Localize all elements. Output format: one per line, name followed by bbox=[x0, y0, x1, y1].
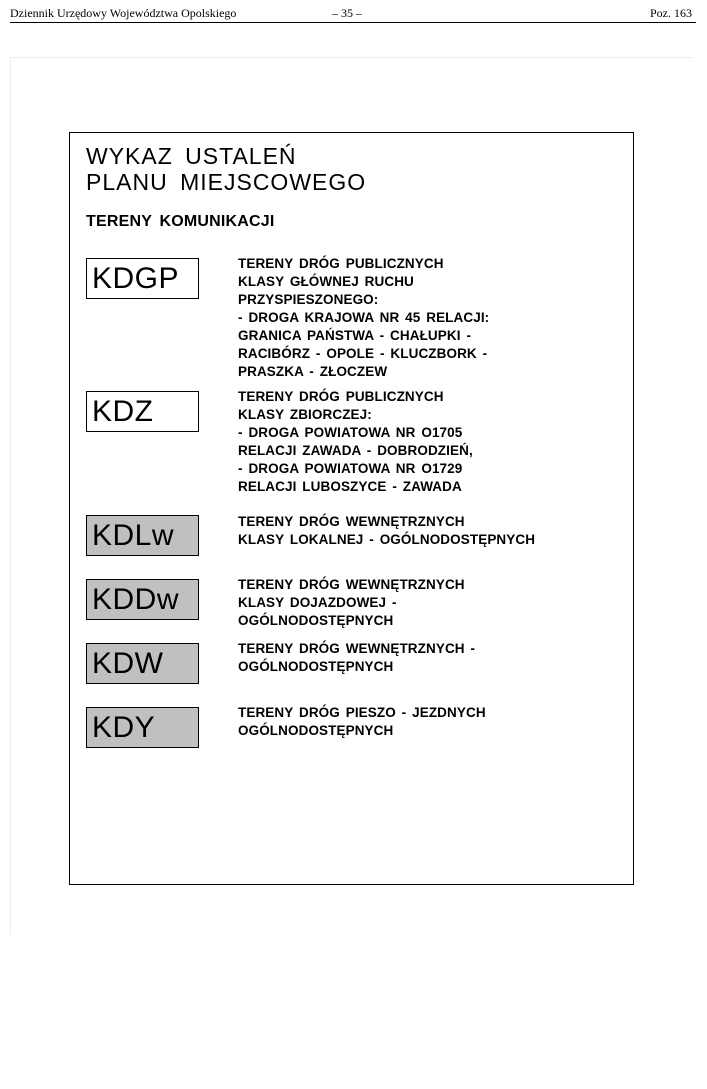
description-line: TERENY DRÓG PUBLICZNYCH bbox=[238, 256, 444, 271]
description-line: - DROGA POWIATOWA NR O1729 bbox=[238, 461, 463, 476]
description-line: - DROGA KRAJOWA NR 45 RELACJI: bbox=[238, 310, 490, 325]
description-line: RELACJI ZAWADA - DOBRODZIEŃ, bbox=[238, 443, 473, 458]
legend-description-kddw bbox=[238, 576, 465, 630]
description-line: KLASY GŁÓWNEJ RUCHU bbox=[238, 274, 414, 289]
description-line: GRANICA PAŃSTWA - CHAŁUPKI - bbox=[238, 328, 472, 343]
description-line: TERENY DRÓG WEWNĘTRZNYCH - bbox=[238, 641, 476, 656]
description-line: TERENY DRÓG WEWNĘTRZNYCH bbox=[238, 577, 465, 592]
description-line: RELACJI LUBOSZYCE - ZAWADA bbox=[238, 479, 462, 494]
description-line: OGÓLNODOSTĘPNYCH bbox=[238, 659, 394, 674]
legend-description-kdw bbox=[238, 640, 475, 676]
journal-title: Dziennik Urzędowy Województwa Opolskiego bbox=[10, 6, 237, 20]
description-line: KLASY DOJAZDOWEJ - bbox=[238, 595, 397, 610]
symbol-box-kdw: KDW bbox=[86, 643, 199, 684]
position-number: Poz. 163 bbox=[650, 6, 692, 20]
legend-title-line: PLANU MIEJSCOWEGO bbox=[86, 169, 367, 195]
description-line: - DROGA POWIATOWA NR O1705 bbox=[238, 425, 463, 440]
page-header bbox=[10, 4, 696, 23]
description-line: KLASY ZBIORCZEJ: bbox=[238, 407, 372, 422]
description-line: PRZYSPIESZONEGO: bbox=[238, 292, 379, 307]
legend-description-kdgp bbox=[238, 255, 489, 381]
legend-description-kdy bbox=[238, 704, 486, 740]
section-heading: TERENY KOMUNIKACJI bbox=[86, 213, 275, 230]
page-number: – 35 – bbox=[332, 6, 362, 20]
description-line: TERENY DRÓG PIESZO - JEZDNYCH bbox=[238, 705, 486, 720]
legend-panel bbox=[69, 132, 634, 885]
description-line: TERENY DRÓG PUBLICZNYCH bbox=[238, 389, 444, 404]
symbol-box-kdgp: KDGP bbox=[86, 258, 199, 299]
description-line: TERENY DRÓG WEWNĘTRZNYCH bbox=[238, 514, 465, 529]
description-line: OGÓLNODOSTĘPNYCH bbox=[238, 613, 394, 628]
symbol-box-kdy: KDY bbox=[86, 707, 199, 748]
legend-title bbox=[86, 143, 366, 195]
legend-description-kdlw bbox=[238, 513, 535, 549]
description-line: OGÓLNODOSTĘPNYCH bbox=[238, 723, 394, 738]
description-line: PRASZKA - ZŁOCZEW bbox=[238, 364, 388, 379]
symbol-box-kdlw: KDLw bbox=[86, 515, 199, 556]
legend-title-line: WYKAZ USTALEŃ bbox=[86, 143, 297, 169]
symbol-box-kddw: KDDw bbox=[86, 579, 199, 620]
description-line: RACIBÓRZ - OPOLE - KLUCZBORK - bbox=[238, 346, 488, 361]
symbol-box-kdz: KDZ bbox=[86, 391, 199, 432]
description-line: KLASY LOKALNEJ - OGÓLNODOSTĘPNYCH bbox=[238, 532, 536, 547]
legend-description-kdz bbox=[238, 388, 473, 496]
